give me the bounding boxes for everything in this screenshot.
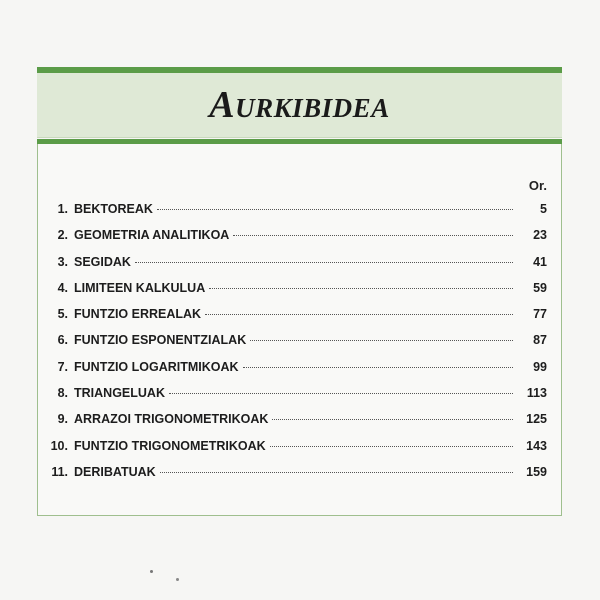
toc-entry[interactable] (38, 202, 561, 228)
toc-entry[interactable] (38, 307, 561, 333)
toc-entry[interactable] (38, 386, 561, 412)
entry-title: LIMITEEN KALKULUA (74, 280, 206, 295)
entry-number: 10. (50, 438, 68, 453)
toc-entry[interactable] (38, 439, 561, 465)
entry-title: ARRAZOI TRIGONOMETRIKOAK (74, 412, 269, 427)
dot-leader (205, 314, 513, 315)
entry-title: FUNTZIO ESPONENTZIALAK (74, 333, 247, 348)
entry-page: 113 (526, 386, 547, 401)
dot-leader (233, 235, 513, 236)
dot-leader (157, 209, 513, 210)
entry-title: DERIBATUAK (74, 464, 156, 479)
entry-page: 99 (533, 359, 547, 374)
title-band (37, 73, 562, 138)
entry-number: 6. (57, 333, 68, 348)
toc-entry[interactable] (38, 465, 561, 491)
entry-number: 8. (57, 386, 68, 401)
entry-page: 5 (540, 202, 547, 216)
toc-entry[interactable] (38, 412, 561, 438)
entry-page: 125 (526, 412, 547, 427)
entry-title: FUNTZIO ERREALAK (74, 307, 202, 322)
entry-title: GEOMETRIA ANALITIKOA (74, 228, 230, 243)
entry-title: FUNTZIO LOGARITMIKOAK (74, 359, 239, 374)
dot-leader (272, 419, 513, 420)
entry-page: 77 (533, 307, 547, 322)
entry-title: BEKTOREAK (74, 202, 153, 216)
toc-entry[interactable] (38, 333, 561, 359)
page-title: Aurkibidea (209, 84, 390, 126)
toc-entry[interactable] (38, 255, 561, 281)
page-column-label: Or. (528, 178, 547, 193)
dot-leader (169, 393, 513, 394)
entry-number: 2. (57, 228, 68, 243)
entry-page: 41 (533, 254, 547, 269)
dot-leader (135, 262, 513, 263)
table-of-contents (37, 144, 562, 516)
dot-leader (209, 288, 513, 289)
entry-number: 3. (57, 254, 68, 269)
entry-number: 1. (57, 202, 68, 216)
toc-entry[interactable] (38, 281, 561, 307)
entry-page: 59 (533, 280, 547, 295)
toc-entry[interactable] (38, 228, 561, 254)
toc-list (38, 202, 561, 491)
toc-entry[interactable] (38, 360, 561, 386)
entry-number: 9. (57, 412, 68, 427)
scan-speck (150, 570, 153, 573)
entry-page: 23 (533, 228, 547, 243)
scan-speck (176, 578, 179, 581)
entry-page: 143 (526, 438, 547, 453)
entry-number: 7. (57, 359, 68, 374)
entry-title: SEGIDAK (74, 254, 131, 269)
entry-title: FUNTZIO TRIGONOMETRIKOAK (74, 438, 266, 453)
entry-title: TRIANGELUAK (74, 386, 165, 401)
dot-leader (243, 367, 513, 368)
dot-leader (160, 472, 513, 473)
entry-number: 4. (57, 280, 68, 295)
entry-page: 159 (526, 464, 547, 479)
entry-number: 5. (57, 307, 68, 322)
entry-page: 87 (533, 333, 547, 348)
entry-number: 11. (51, 464, 68, 479)
dot-leader (250, 340, 513, 341)
dot-leader (270, 446, 513, 447)
